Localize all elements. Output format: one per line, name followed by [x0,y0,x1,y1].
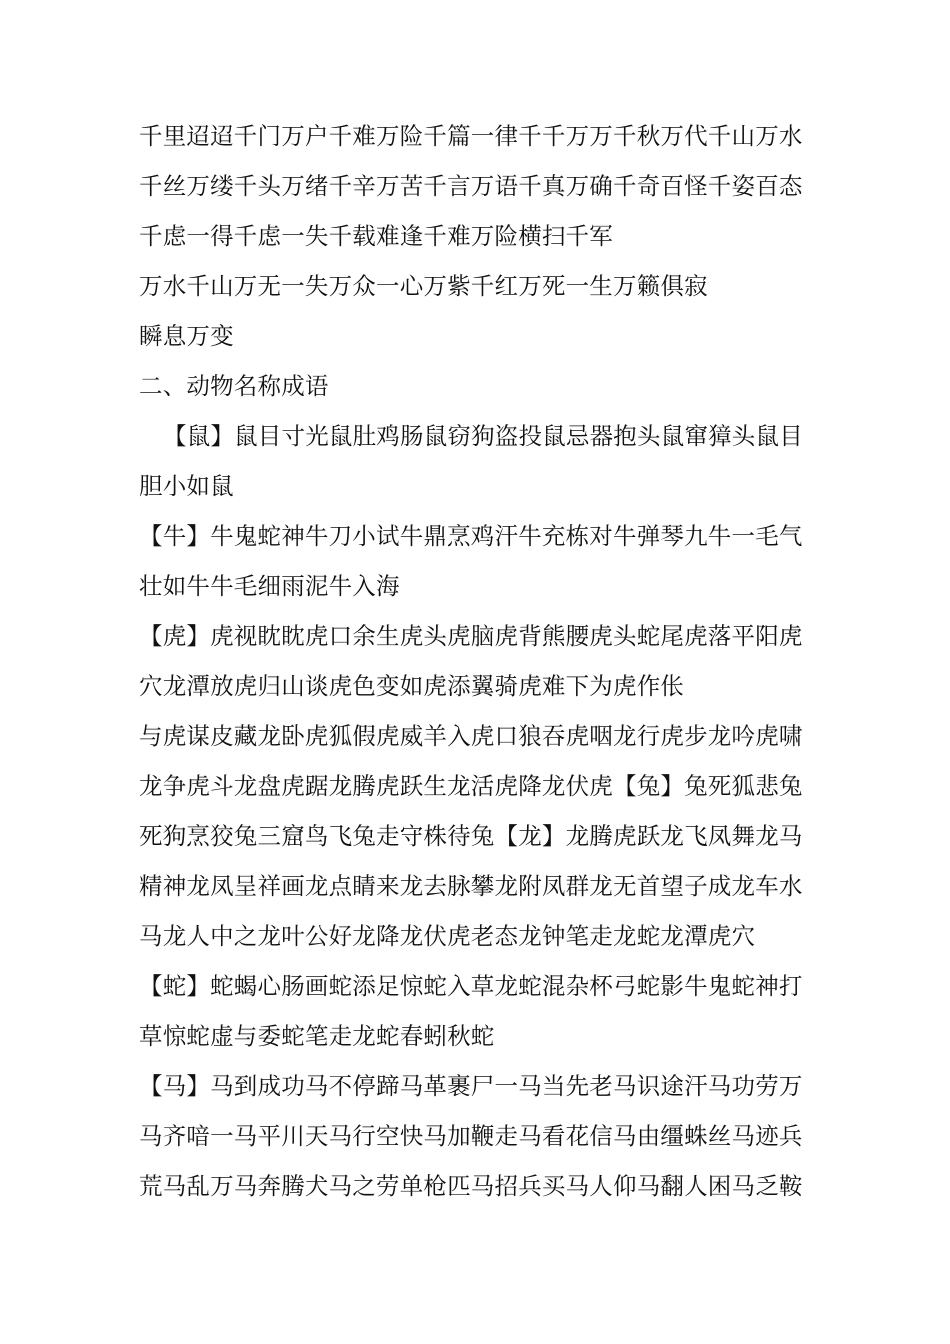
text-line: 【蛇】蛇蝎心肠画蛇添足惊蛇入草龙蛇混杂杯弓蛇影牛鬼蛇神打 [139,972,803,1000]
text-line: 胆小如鼠 [139,472,234,500]
text-line: 死狗烹狡兔三窟鸟飞兔走守株待兔【龙】龙腾虎跃龙飞凤舞龙马 [139,822,803,850]
text-line: 马齐喑一马平川天马行空快马加鞭走马看花信马由缰蛛丝马迹兵 [139,1122,803,1150]
text-line: 【牛】牛鬼蛇神牛刀小试牛鼎烹鸡汗牛充栋对牛弹琴九牛一毛气 [139,522,803,550]
text-line: 瞬息万变 [139,322,234,350]
section-heading: 二、动物名称成语 [139,372,329,400]
text-line: 荒马乱万马奔腾犬马之劳单枪匹马招兵买马人仰马翻人困马乏鞍 [139,1172,803,1200]
text-line: 【虎】虎视眈眈虎口余生虎头虎脑虎背熊腰虎头蛇尾虎落平阳虎 [139,622,803,650]
text-line: 马龙人中之龙叶公好龙降龙伏虎老态龙钟笔走龙蛇龙潭虎穴 [139,922,756,950]
text-line: 万水千山万无一失万众一心万紫千红万死一生万籁俱寂 [139,272,708,300]
text-line: 与虎谋皮藏龙卧虎狐假虎威羊入虎口狼吞虎咽龙行虎步龙吟虎啸 [139,722,803,750]
text-line: 穴龙潭放虎归山谈虎色变如虎添翼骑虎难下为虎作伥 [139,672,685,700]
text-line: 【马】马到成功马不停蹄马革裹尸一马当先老马识途汗马功劳万 [139,1072,803,1100]
text-line: 千里迢迢千门万户千难万险千篇一律千千万万千秋万代千山万水 [139,122,803,150]
text-line: 草惊蛇虚与委蛇笔走龙蛇春蚓秋蛇 [139,1022,495,1050]
text-line: 龙争虎斗龙盘虎踞龙腾虎跃生龙活虎降龙伏虎【兔】兔死狐悲兔 [139,772,803,800]
text-line: 千丝万缕千头万绪千辛万苦千言万语千真万确千奇百怪千姿百态 [139,172,803,200]
text-line: 【鼠】鼠目寸光鼠肚鸡肠鼠窃狗盗投鼠忌器抱头鼠窜獐头鼠目 [163,422,803,450]
text-line: 千虑一得千虑一失千载难逢千难万险横扫千军 [139,222,613,250]
text-line: 精神龙凤呈祥画龙点睛来龙去脉攀龙附凤群龙无首望子成龙车水 [139,872,803,900]
text-line: 壮如牛牛毛细雨泥牛入海 [139,572,400,600]
